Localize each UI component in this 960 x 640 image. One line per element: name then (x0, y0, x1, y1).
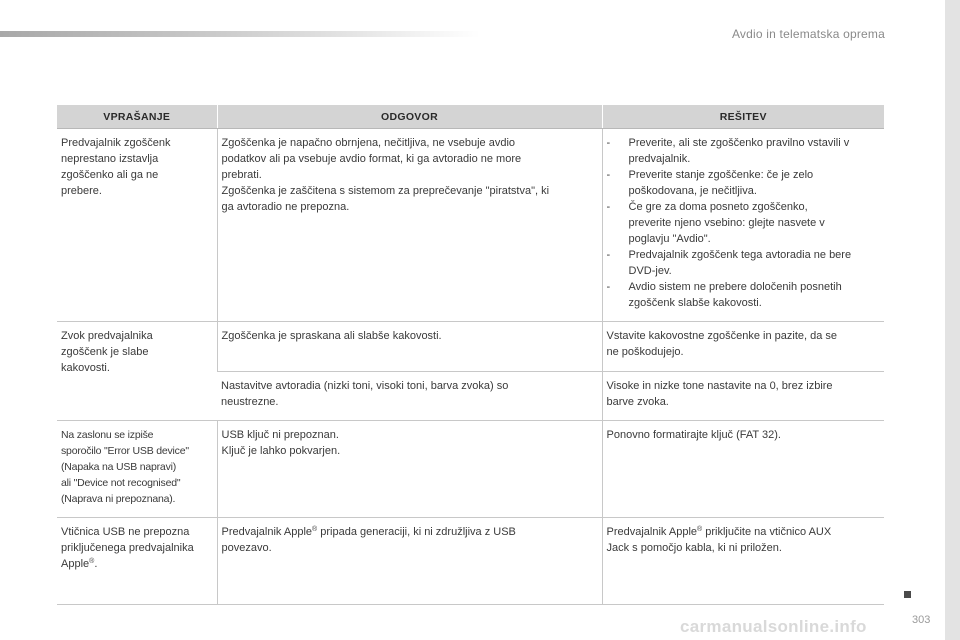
header-gradient-bar (0, 31, 480, 37)
chapter-title: Avdio in telematska oprema (731, 27, 885, 41)
troubleshooting-table (57, 105, 884, 605)
solution-bullet: - Predvajalnik zgoščenk tega avtoradia ne bere DVD-jev. (606, 249, 852, 277)
solution-bullet: - Če gre za doma posneto zgoščenko, preverite njeno vsebino: glejte nasvete v poglavju "Avdio". (606, 201, 825, 245)
page-edge-bar (945, 0, 960, 640)
solution-bullet: - Avdio sistem ne prebere določenih posnetih zgoščenk slabše kakovosti. (606, 281, 842, 309)
question-cell: Na zaslonu se izpiše sporočilo "Error USB device" (Napaka na USB napravi) ali "Device not recognised" (Naprava ni prepoznana). (57, 421, 217, 518)
question-cell: Predvajalnik zgoščenk neprestano izstavlja zgoščenko ali ga ne prebere. (57, 129, 217, 322)
solution-cell: Vstavite kakovostne zgoščenke in pazite, da se ne poškodujejo. (602, 322, 884, 372)
table-row (57, 129, 884, 322)
solution-cell: Visoke in nizke tone nastavite na 0, brez izbire barve zvoka. (602, 372, 884, 421)
answer-cell: USB ključ ni prepoznan. Ključ je lahko pokvarjen. (217, 421, 602, 518)
table-header-row (57, 105, 884, 129)
table-row (57, 322, 884, 372)
end-of-section-marker (904, 591, 911, 598)
answer-cell: Zgoščenka je napačno obrnjena, nečitljiva, ne vsebuje avdio podatkov ali pa vsebuje avdio format, ki ga avtoradio ne more prebrati. Zgoščenka je zaščitena s sistemom za preprečevanje "piratstva", ki ga avtoradio ne prepozna. (217, 129, 602, 322)
question-cell: Vtičnica USB ne prepozna priključenega predvajalnika Apple®. (57, 518, 217, 605)
column-header-answer: ODGOVOR (217, 105, 602, 129)
solution-cell: Predvajalnik Apple® priključite na vtičnico AUX Jack s pomočjo kabla, ki ni priložen. (602, 518, 884, 605)
column-header-solution: REŠITEV (602, 105, 884, 129)
answer-cell: Zgoščenka je spraskana ali slabše kakovosti. (217, 322, 602, 372)
solution-cell (602, 129, 884, 322)
page-number: 303 (912, 614, 931, 626)
solution-cell: Ponovno formatirajte ključ (FAT 32). (602, 421, 884, 518)
answer-cell: Predvajalnik Apple® pripada generaciji, ki ni združljiva z USB povezavo. (217, 518, 602, 605)
solution-bullet: - Preverite stanje zgoščenke: če je zelo poškodovana, je nečitljiva. (606, 169, 814, 197)
answer-cell: Nastavitve avtoradia (nizki toni, visoki toni, barva zvoka) so neustrezne. (217, 372, 602, 421)
table-row (57, 421, 884, 518)
table-row (57, 518, 884, 605)
solution-bullet: - Preverite, ali ste zgoščenko pravilno vstavili v predvajalnik. (606, 137, 850, 165)
watermark-text: carmanualsonline.info (680, 617, 867, 636)
column-header-question: VPRAŠANJE (57, 105, 217, 129)
question-cell: Zvok predvajalnika zgoščenk je slabe kakovosti. (57, 322, 217, 421)
